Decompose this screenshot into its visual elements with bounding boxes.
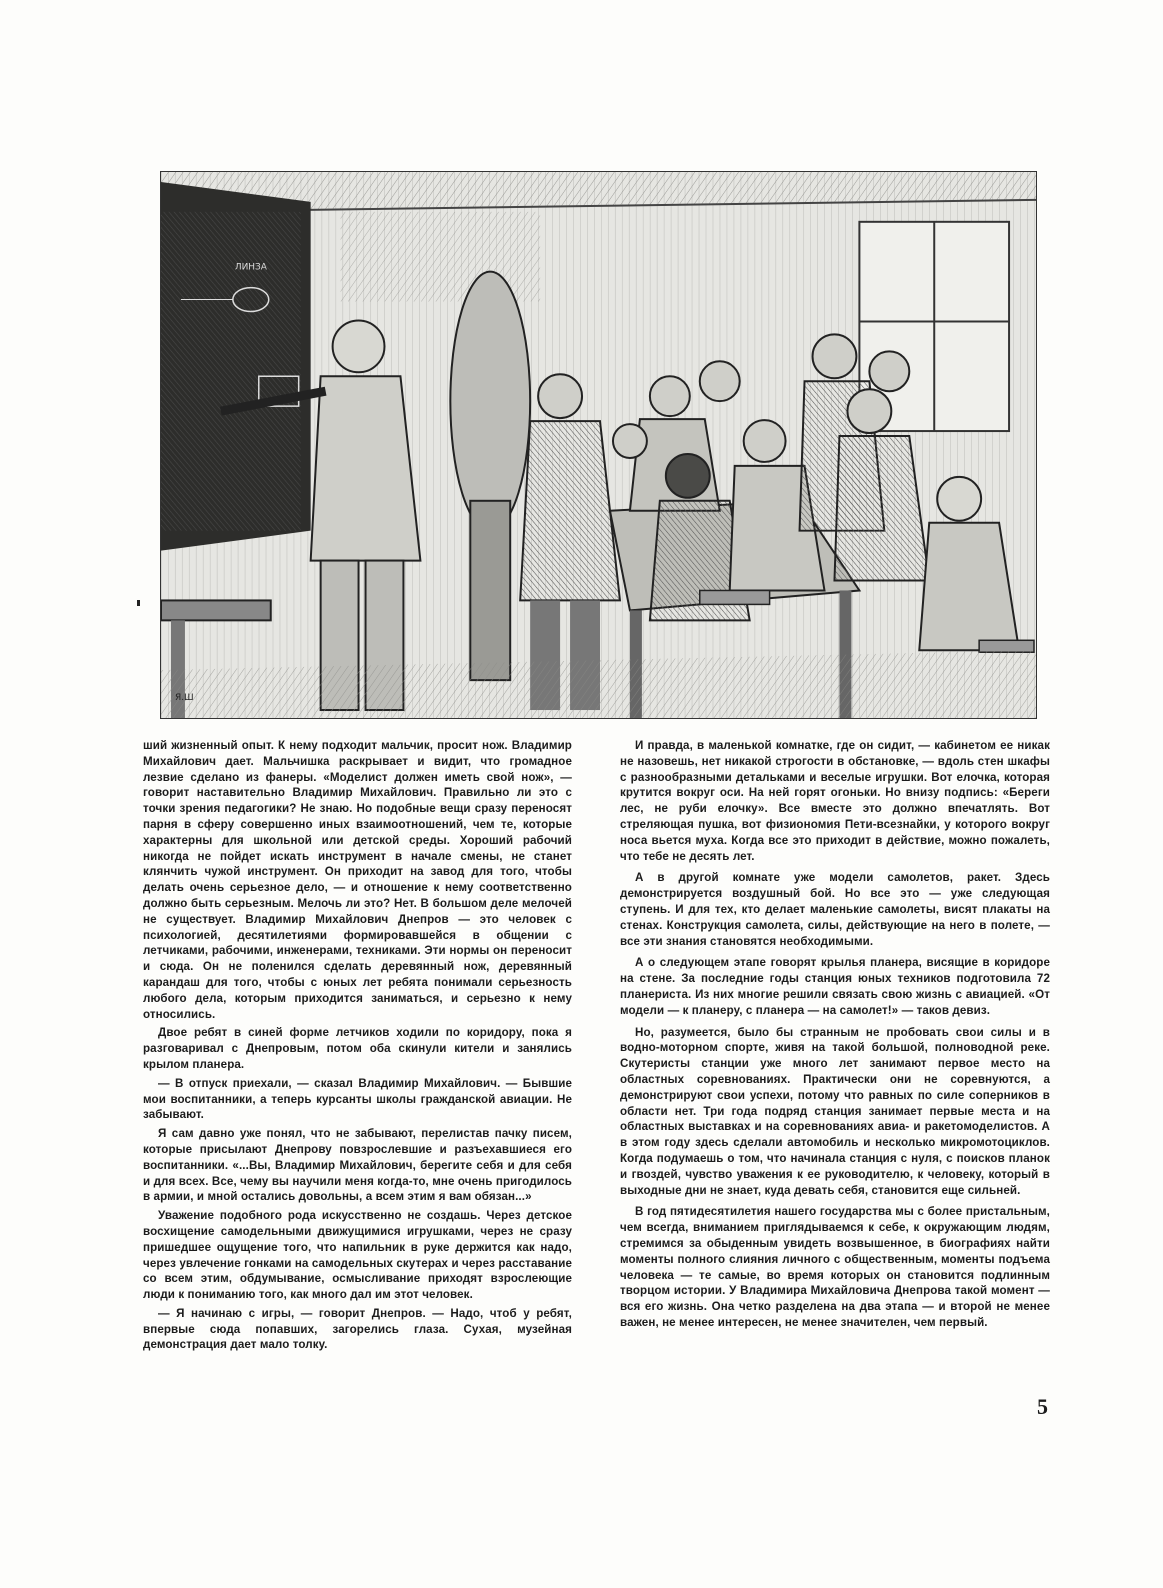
classroom-illustration — [160, 171, 1037, 719]
paragraph: Уважение подобного рода искусственно не создашь. Через детское восхищение самодельными движущимися игрушками, через не сразу пришедшее ощущение того, что напильник в руке держится как надо, через увлечение гонками на самодельных скутерах и через расставание со всем этим, обдумывание, осмысливание приходят взрослеющие люди к пониманию того, как много дал им этот человек. — [143, 1209, 572, 1302]
propeller-model — [450, 272, 530, 531]
margin-mark — [137, 600, 140, 606]
paragraph: — Я начинаю с игры, — говорит Днепров. — Надо, чтоб у ребят, впервые сюда попавших, загорелись глаза. Сухая, музейная демонстрация дает мало толку. — [143, 1306, 572, 1352]
artist-signature: Я.Ш — [174, 693, 194, 704]
paragraph: В год пятидесятилетия нашего государства мы с более пристальным, чем всегда, вниманием приглядываемся к себе, к окружающим людям, стремимся за обыденным увидеть возвышенное, в биографиях найти моменты полного слияния личного с общественным, моменты подъема человека — те самые, во время которых он становится подлинным творцом истории. У Владимира Михайловича Днепрова такой момент — вся его жизнь. Она четко разделена на два этапа — и второй не менее важен, не менее интересен, не менее значителен, чем первый. — [620, 1205, 1050, 1329]
right-column — [620, 738, 1050, 1334]
paragraph: И правда, в маленькой комнатке, где он сидит, — кабинетом ее никак не назовешь, нет никакой строгости в обстановке, — вдоль стен шкафы с разнообразными детальками и веселые игрушки. Вот елочка, которая крутится вокруг оси. На ней горят огоньки. Но внизу подпись: «Береги лес, не руби елочку». Все вместе это должно впечатлять. Вот стреляющая пушка, вот физиономия Пети-всезнайки, у которого вокруг носа вьется муха. Когда все это приходит в действие, можно пожалеть, что тебе не десять лет. — [620, 739, 1050, 863]
illustration-drawing — [161, 172, 1036, 718]
lens-label: ЛИНЗА — [234, 262, 267, 273]
paragraph: А о следующем этапе говорят крылья планера, висящие в коридоре на стене. За последние годы станция юных техников подготовила 72 планериста. Из них многие решили связать свою жизнь с авиацией. «От модели — к планеру, с планера — на самолет!» — таков девиз. — [620, 956, 1050, 1017]
paragraph: Но, разумеется, было бы странным не пробовать свои силы и в водно-моторном спорте, живя на такой большой, полноводной реке. Скутеристы станции уже много лет занимают первое место на областных соревнованиях. Практически они не соревнуются, а демонстрируют свои успехи, потому что равных по силе соперников в области нет. Три года подряд станция занимает первые места и на областных выставках и на соревнованиях авиа- и ракетомоделистов. А в этом году здесь сделали автомобиль и несколько микромотоциклов. Когда подумаешь о том, что начинала станция с нуля, с поисков планок и гвоздей, чувство уважения к ее руководителю, к человеку, который в выходные дни не знает, куда девать себя, становится еще сильней. — [620, 1025, 1050, 1197]
paragraph: — В отпуск приехали, — сказал Владимир Михайлович. — Бывшие мои воспитанники, а теперь курсанты школы гражданской авиации. Не забывают. — [143, 1076, 572, 1122]
paragraph: Я сам давно уже понял, что не забывают, перелистав пачку писем, которые присылают Днепрову повзрослевшие и разъехавшиеся его воспитанники. «...Вы, Владимир Михайлович, берегите себя и для себя и для всех. Все, чему вы научили меня когда-то, мне очень пригодилось в армии, и мной остались довольны, а всем этим я вам обязан...» — [143, 1127, 572, 1204]
page-number: 5 — [1037, 1394, 1048, 1419]
paragraph: ший жизненный опыт. К нему подходит мальчик, просит нож. Владимир Михайлович дает. Мальчишка раскрывает и видит, что громадное лезвие сделано из фанеры. «Моделист должен иметь свой нож», — говорит наставительно Владимир Михайлович. Правильно ли это с точки зрения педагогики? Не знаю. Но подобные вещи сразу переносят парня в сферу совершенно иных взаимоотношений, чем те, которые характерны для школьной или детской среды. Хороший рабочий никогда не пойдет искать инструмент в начале смены, не станет клянчить чужой инструмент. Он приходит на завод для того, чтобы делать очень серьезное дело, — и отношение к нему соответственно должно быть серьезным. Мелочь ли это? Нет. В большом деле мелочей не существует. Владимир Михайлович Днепров — это человек с психологией, десятилетиями формировавшейся в общении с летчиками, рабочими, инженерами, техниками. Эти нормы он переносит и сюда. Он не поленился сделать деревянный нож, деревянный карандаш для того, чтобы с юных лет ребята понимали серьезность любого дела, которым приходится заниматься, и серьезно к нему относились. — [143, 739, 572, 1021]
paragraph: А в другой комнате уже модели самолетов, ракет. Здесь демонстрируется воздушный бой. Но все это — уже следующая ступень. И для тех, кто делает маленькие самолеты, висят плакаты на стенах. Конструкция самолета, силы, действующие на него в полете, — все эти знания становятся необходимыми. — [620, 871, 1050, 948]
paragraph: Двое ребят в синей форме летчиков ходили по коридору, пока я разговаривал с Днепровым, потом оба скинули кители и занялись крылом планера. — [143, 1026, 572, 1071]
left-column — [143, 738, 572, 1356]
